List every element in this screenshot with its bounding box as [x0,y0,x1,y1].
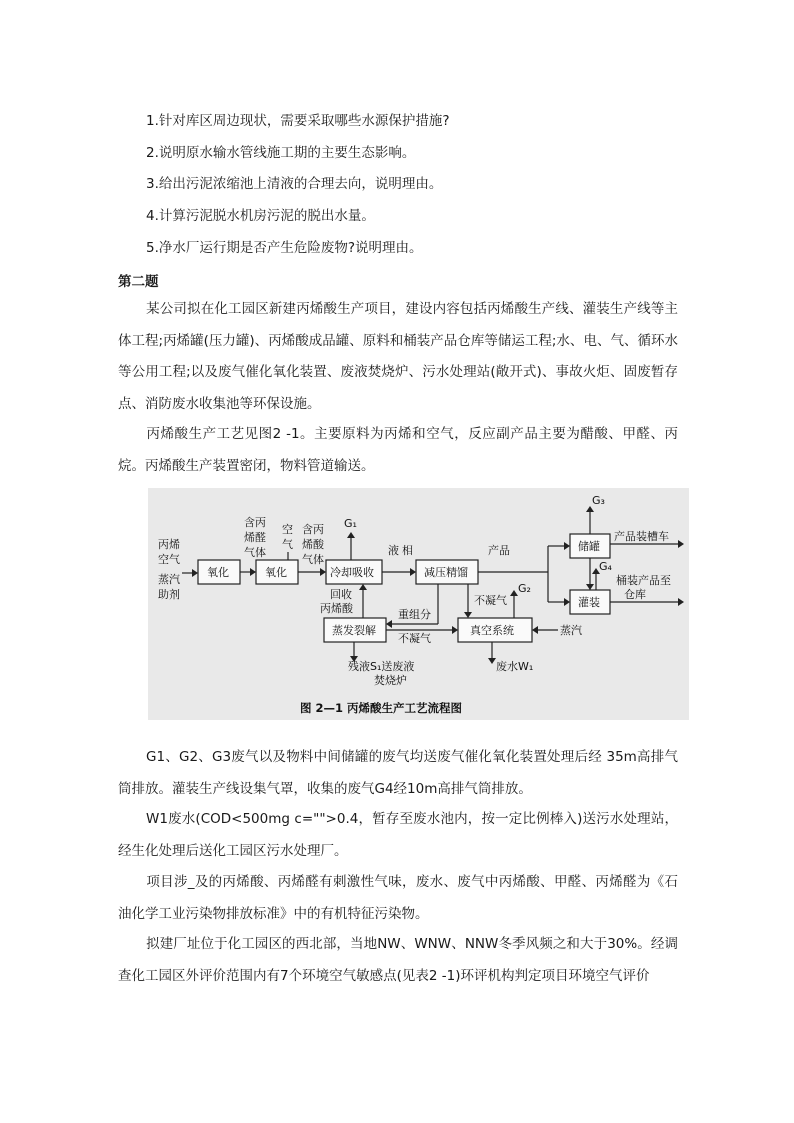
arrow-head [564,598,570,606]
label-recovered-acid: 回收 [330,588,352,601]
arrow-head [250,568,256,576]
label-residue-s1: 残液S₁送废液 [348,660,415,673]
label-g4: G₄ [599,560,612,573]
input-air: 空气 [158,553,180,566]
box-evaporation-cracking-label: 蒸发裂解 [332,624,376,637]
box-oxidation-1-label: 氧化 [207,566,229,579]
question-2: 2.说明原水输水管线施工期的主要生态影响。 [146,145,416,161]
box-vacuum-system-label: 真空系统 [470,624,514,637]
arrow-head [464,612,472,618]
process-flow-diagram [148,488,689,720]
label-tanker: 产品装槽车 [614,530,669,543]
label-wastewater-w1: 废水W₁ [496,660,534,673]
label-residue-s1: 焚烧炉 [374,674,407,687]
label-liquid-phase: 相 [402,544,413,557]
box-cooling-absorption-label: 冷却吸收 [330,566,374,579]
section-title: 第二题 [118,274,159,290]
label-noncondensable-1: 不凝气 [474,594,507,607]
input-steam: 蒸汽 [158,573,180,586]
arrow-head [678,598,684,606]
paragraph-text: W1废水(COD<500mg c="">0.4，暂存至废水池内，按一定比例棒入)送污水处理站，经生化处理后送化工园区污水处理厂。 [118,811,678,859]
label-acrolein-gas: 烯醛 [244,531,266,544]
paragraph-text: 拟建厂址位于化工园区的西北部，当地NW、WNW、NNW冬季风频之和大于30%。经调查化工园区外评价范围内有7个环境空气敏感点(见表2 -1)环评机构判定项目环境空气评价 [118,936,678,984]
label-steam-2: 蒸汽 [560,624,582,637]
label-noncondensable-2: 不凝气 [398,632,431,645]
label-air-2: 气 [282,538,293,551]
paragraph-project-intro [118,294,678,420]
arrow-head [678,540,684,548]
label-acrolein-gas: 气体 [244,546,266,559]
arrow-head [386,620,392,628]
paragraph-pollutants [118,867,678,930]
box-oxidation-2-label: 氧化 [265,566,287,579]
label-heavy-fraction: 重组分 [398,608,431,621]
label-acid-gas: 含丙 [302,523,324,536]
arrow-head [510,590,518,596]
label-acrolein-gas: 含丙 [244,516,266,529]
figure-caption: 图 2—1 丙烯酸生产工艺流程图 [300,701,463,715]
box-storage-tank-label: 储罐 [578,540,600,553]
arrow-head [532,626,538,634]
arrow-head [192,569,198,577]
arrow-head [320,568,326,576]
label-recovered-acid: 丙烯酸 [320,602,353,615]
label-acid-gas: 烯酸 [302,538,324,551]
arrow-head [452,626,458,634]
paragraph-process-intro [118,419,678,482]
box-vacuum-rectification-label: 减压精馏 [424,566,468,579]
paragraph-exhaust [118,742,678,805]
paragraph-text: G1、G2、G3废气以及物料中间储罐的废气均送废气催化氧化装置处理后经 35m高排气筒排放。灌装生产线设集气罩，收集的废气G4经10m高排气筒排放。 [118,749,678,797]
arrow-head [359,584,367,590]
question-1: 1.针对库区周边现状，需要采取哪些水源保护措施? [146,113,450,129]
process-flow-figure [148,488,689,720]
arrow-head [586,584,594,590]
paragraph-text: 项目涉_及的丙烯酸、丙烯醛有刺激性气味，废水、废气中丙烯酸、甲醛、丙烯醛为《石油化学工业污染物排放标准》中的有机特征污染物。 [118,874,678,922]
label-air-2: 空 [282,523,293,536]
paragraph-wastewater [118,804,678,867]
label-acid-gas: 气体 [302,553,324,566]
arrow-head [564,542,570,550]
label-g1: G₁ [344,517,357,530]
label-drum-to-warehouse: 仓库 [624,588,646,601]
paragraph-site [118,929,678,992]
arrow-head [347,532,355,538]
question-5: 5.净水厂运行期是否产生危险废物?说明理由。 [146,240,423,256]
label-product: 产品 [488,544,510,557]
label-liquid-phase: 液 [388,544,399,557]
input-propylene: 丙烯 [158,538,180,551]
arrow-head [410,568,416,576]
arrow-head [488,658,496,664]
paragraph-text: 某公司拟在化工园区新建丙烯酸生产项目，建设内容包括丙烯酸生产线、灌装生产线等主体工程;丙烯罐(压力罐)、丙烯酸成品罐、原料和桶装产品仓库等储运工程;水、电、气、循环水等公用工程;以及废气催化氧化装置、废液焚烧炉、污水处理站(敞开式)、事故火炬、固废暂存点、消防废水收集池等环保设施。 [118,301,678,412]
box-filling-label: 灌装 [578,596,600,609]
paragraph-text: 丙烯酸生产工艺见图2 -1。主要原料为丙烯和空气，反应副产品主要为醋酸、甲醛、丙烷。丙烯酸生产装置密闭，物料管道输送。 [118,426,678,474]
label-g3: G₃ [592,494,605,507]
question-4: 4.计算污泥脱水机房污泥的脱出水量。 [146,208,375,224]
label-drum-to-warehouse: 桶装产品至 [616,574,671,587]
question-3: 3.给出污泥浓缩池上清液的合理去向，说明理由。 [146,176,443,192]
label-g2: G₂ [518,582,531,595]
input-agent: 助剂 [158,588,180,601]
